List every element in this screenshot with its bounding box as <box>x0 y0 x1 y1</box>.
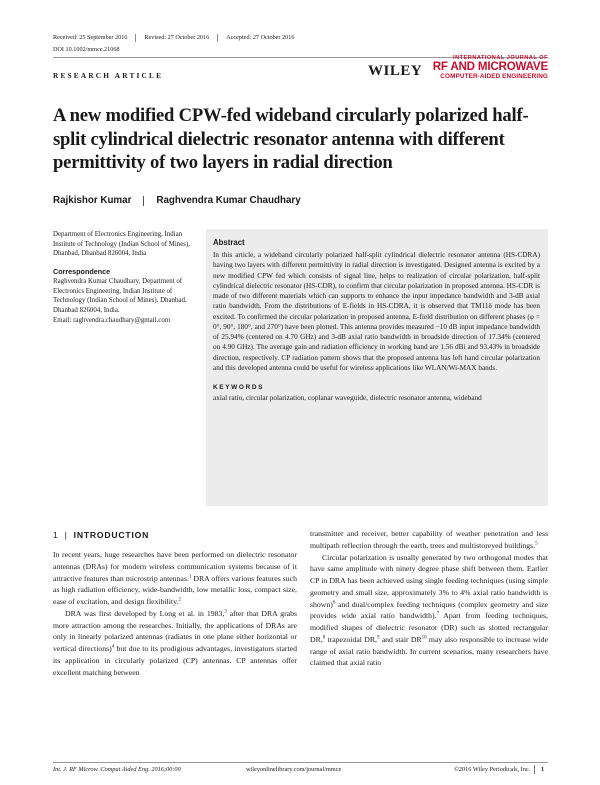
author-1: Rajkishor Kumar <box>53 195 132 206</box>
journal-line-3: COMPUTER-AIDED ENGINEERING <box>440 73 548 80</box>
journal-logo <box>422 55 548 80</box>
paragraph: Circular polarization is usually generated by two orthogonal modes that have same amplitude with ninety degree phase shift between them. Earlier CP in DRA has been achieved using single feeding techniques (using simple geometry and small size, approximately 3% to 4% axial ratio bandwidth is shown)$^6$ and dual/complex feeding techniques (complex geometry and size provides wide axial ratio bandwidth).$^7$ Apart from feeding techniques, modified shapes of dielectric resonator (DR) such as slotted rectangular DR,$^8$ trapezoidal DR,$^9$ and stair DR$^{10}$ may also responsible to increase wide range of axial ratio bandwidth. In current scenarios, many researchers have claimed that axial ratio <box>310 552 548 668</box>
affiliation: Department of Electronics Engineering, Indian Institute of Technology (Indian School of Mines), Dhanbad, Dhanbad 826004, India <box>53 231 190 258</box>
footer-copyright: ©2016 Wiley Periodicals, Inc. <box>454 766 531 773</box>
paragraph: DRA was first developed by Long et al. in 1983,$^3$ after that DRA grabs more attraction among the researches. Initially, the applications of DRAs are only in linearly polarized antennas (radiates in one plane either horizontal or vertical directions)$^4$ but due to its prodigious advantages, investigators started its application in circularly polarized (CP) antennas. CP antennas offer excellent matching between <box>53 608 297 677</box>
footer-citation: Int. J. RF Microw. Comput Aided Eng. 2016;00:00 <box>53 766 181 773</box>
abstract-heading: Abstract <box>213 238 245 247</box>
revised-date: Revised: 27 October 2016 <box>144 34 210 41</box>
section-title: INTRODUCTION <box>73 530 150 540</box>
author-2: Raghvendra Kumar Chaudhary <box>156 195 301 206</box>
received-date: Received: 25 September 2016 <box>53 34 128 41</box>
keywords-heading: KEYWORDS <box>213 384 265 391</box>
section-heading: 1 | INTRODUCTION <box>53 530 150 540</box>
keywords-text: axial ratio, circular polarization, coplanar waveguide, dielectric resonator antenna, wideband <box>213 394 482 402</box>
article-title: A new modified CPW-fed wideband circularly polarized half-split cylindrical dielectric resonator antenna with different permittivity of two layers in radial direction <box>53 105 529 173</box>
author-list <box>53 195 301 206</box>
publisher-logo: WILEY <box>368 63 423 79</box>
paragraph: In recent years, huge researches have been performed on dielectric resonator antennas (DRAs) for modern wireless communication systems because of it attractive features than microstrip antennas.$^1$ DRA offers various features such as high radiation efficiency, wide-bandwidth, low metallic loss, compact size, ease of excitation, and design flexibility.$^2$ <box>53 550 297 606</box>
body-column-right <box>310 528 548 669</box>
doi[interactable]: DOI 10.1002/mmce.21068 <box>53 46 120 53</box>
correspondence-email[interactable]: Email: raghvendra.chaudhary@gmail.com <box>53 316 171 324</box>
section-number: 1 <box>53 530 59 540</box>
correspondence-text: Raghvendra Kumar Chaudhary, Department of Electronics Engineering, Indian Institute of Technology (Indian School of Mines), Dhanbad, Dhanbad 826004, India. <box>53 277 187 314</box>
footer-url[interactable]: wileyonlinelibrary.com/journal/mmce <box>246 766 342 773</box>
body-column-left <box>53 549 297 678</box>
footer-rule <box>53 762 548 763</box>
article-dates <box>53 34 294 42</box>
journal-line-1: INTERNATIONAL JOURNAL OF <box>453 55 548 61</box>
correspondence-heading: Correspondence <box>53 267 111 277</box>
divider <box>217 34 218 42</box>
author-divider <box>143 196 144 206</box>
page-number: 1 <box>541 766 545 773</box>
abstract-box <box>206 229 548 506</box>
article-type: RESEARCH ARTICLE <box>53 71 164 80</box>
journal-line-2: RF AND MICROWAVE <box>432 60 548 73</box>
divider <box>135 34 136 42</box>
affiliation-column <box>53 230 195 325</box>
abstract-text: In this article, a wideband circularly polarized half-split cylindrical dielectric resonator antenna (HS-CDRA) having two layers with different permittivity in radial direction is investigated. Designed antenna is excited by a new modified CPW fed which consists of signal line, helps to realization of circular polarization, half-split cylindrical dielectric resonator (HS-CDR), to confirm that circular polarization in proposed antenna. HS-CDR is made of two different materials which can supports to enhance the input impedance bandwidth and 3-dB axial ratio bandwidth. From the distributions of E-fields in HS-CDRA, it is observed that TM11δ mode has been excited. To confirmed the circular polarization in proposed antenna, E-field distribution on different phases (φ = 0°, 90°, 180°, and 270°) have been plotted. This antenna provides measured −10 dB input impedance bandwidth of 25.94% (centered on 4.70 GHz) and 3-dB axial ratio bandwidth in broadside direction of 17.34% (centered on 4.90 GHz). The average gain and radiation efficiency in working band are 1.56 dBi and 93.43% in broadside direction, respectively. CP radiation pattern shows that the proposed antenna has left hand circular polarization and this developed antenna could be useful for wireless applications like WLAN/Wi-MAX bands. <box>213 251 540 372</box>
accepted-date: Accepted: 27 October 2016 <box>226 34 295 41</box>
footer-divider <box>534 765 535 774</box>
paragraph: transmitter and receiver, better capability of weather penetration and less multipath reflection through the earth, trees and multistoreyed buildings.$^5$ <box>310 529 548 550</box>
